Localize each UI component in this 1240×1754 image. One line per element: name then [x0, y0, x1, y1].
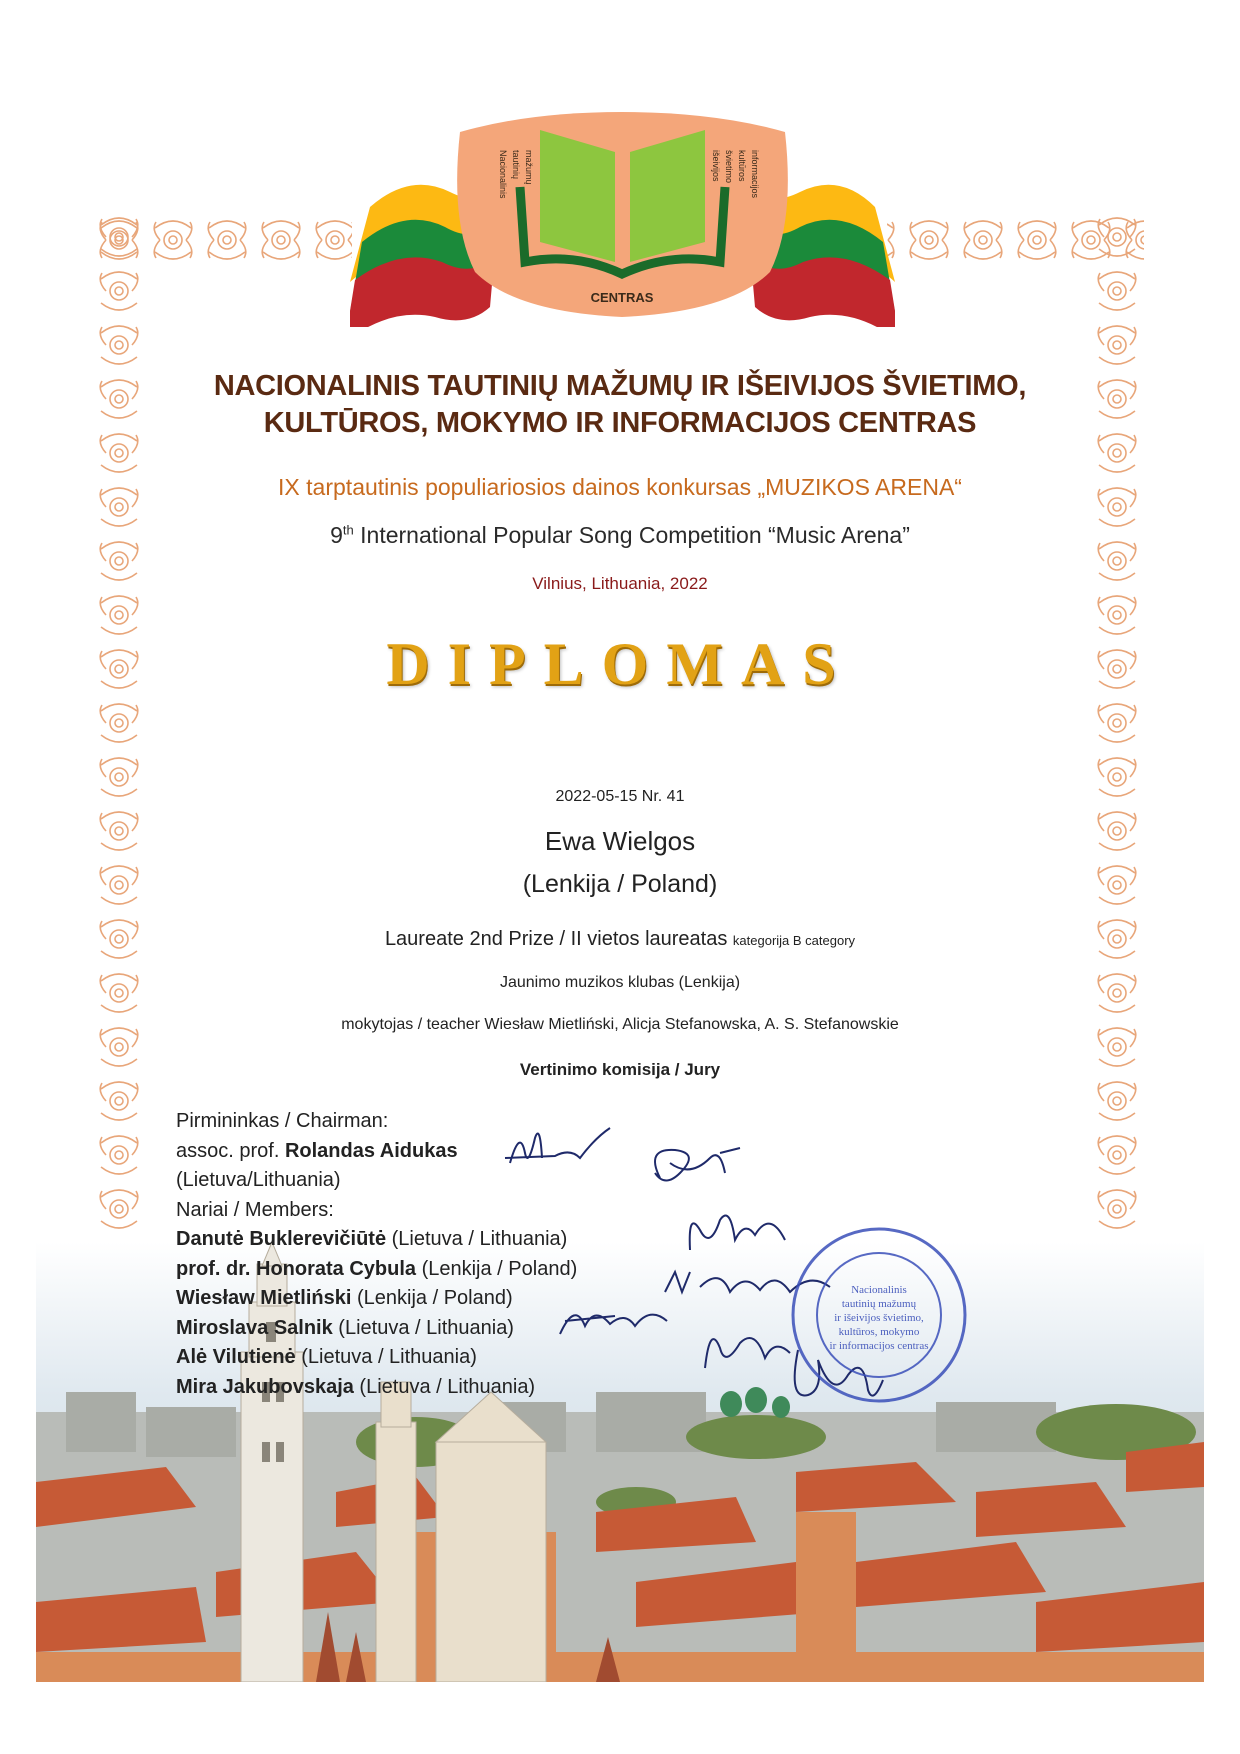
- jury-member: Danutė Buklerevičiūtė (Lietuva / Lithuania): [176, 1228, 568, 1250]
- registration-number: 2022-05-15 Nr. 41: [555, 788, 685, 805]
- diploma-title: DIPLOMAS: [386, 631, 854, 697]
- signature-member-1: [640, 1138, 750, 1198]
- award-text: Laureate 2nd Prize / II vietos laureatas kategorija B category: [384, 928, 856, 950]
- recipient-name: Ewa Wielgos: [544, 826, 696, 856]
- centre-logo: [350, 112, 895, 327]
- teacher-names: mokytojas / teacher Wiesław Mietliński, Alicja Stefanowska, A. S. Stefanowskie: [341, 1016, 899, 1033]
- jury-member: Mira Jakubovskaja (Lietuva / Lithuania): [176, 1375, 536, 1398]
- signature-member-4: [555, 1296, 675, 1341]
- svg-text:tautinių: tautinių: [511, 150, 521, 180]
- svg-text:švietimo: švietimo: [724, 150, 734, 184]
- jury-member: Miroslava Salnik (Lietuva / Lithuania): [176, 1316, 514, 1339]
- svg-text:Nacionalinis: Nacionalinis: [498, 150, 508, 199]
- event-title-lt: IX tarptautinis populiariosios dainos konkursas „MUZIKOS ARENA“: [278, 474, 962, 500]
- chair-country: (Lietuva/Lithuania): [176, 1169, 341, 1191]
- award-category: kategorija B category: [732, 933, 856, 948]
- jury-member: prof. dr. Honorata Cybula (Lenkija / Poland): [176, 1257, 578, 1280]
- organization-name: [0, 368, 1240, 442]
- svg-text:informacijos: informacijos: [750, 150, 760, 199]
- svg-text:Nacionalinis: Nacionalinis: [851, 1284, 907, 1296]
- logo-caption: CENTRAS: [590, 290, 654, 305]
- club-name: Jaunimo muzikos klubas (Lenkija): [499, 974, 741, 991]
- jury-title: Vertinimo komisija / Jury: [519, 1060, 721, 1079]
- svg-text:ir išeivijos švietimo,: ir išeivijos švietimo,: [834, 1312, 924, 1324]
- svg-text:kultūros: kultūros: [737, 150, 747, 182]
- chair-line: assoc. prof. Rolandas Aidukas: [176, 1139, 458, 1162]
- jury-member: Alė Vilutienė (Lietuva / Lithuania): [176, 1346, 477, 1368]
- event-title-en: 9th International Popular Song Competition “Music Arena”: [330, 522, 910, 548]
- official-stamp-icon: [788, 1225, 970, 1405]
- organization-line-1: NACIONALINIS TAUTINIŲ MAŽUMŲ IR IŠEIVIJOS ŠVIETIMO,: [213, 370, 1027, 402]
- chair-name: Rolandas Aidukas: [284, 1139, 458, 1162]
- svg-text:mažumų: mažumų: [524, 150, 534, 185]
- event-place: Vilnius, Lithuania, 2022: [532, 574, 708, 593]
- svg-text:ir informacijos centras: ir informacijos centras: [829, 1340, 929, 1352]
- svg-text:tautinių mažumų: tautinių mažumų: [841, 1298, 917, 1310]
- organization-line-2: KULTŪROS, MOKYMO IR INFORMACIJOS CENTRAS: [263, 407, 977, 439]
- jury-member: Wiesław Mietliński (Lenkija / Poland): [176, 1287, 513, 1309]
- chair-label: Pirmininkas / Chairman:: [176, 1110, 389, 1132]
- signature-member-2: [680, 1200, 800, 1260]
- members-label: Nariai / Members:: [176, 1198, 334, 1221]
- svg-text:išeivijos: išeivijos: [711, 150, 721, 182]
- svg-text:kultūros, mokymo: kultūros, mokymo: [838, 1326, 920, 1338]
- signature-chairman: [500, 1118, 620, 1178]
- recipient-country: (Lenkija / Poland): [522, 870, 718, 898]
